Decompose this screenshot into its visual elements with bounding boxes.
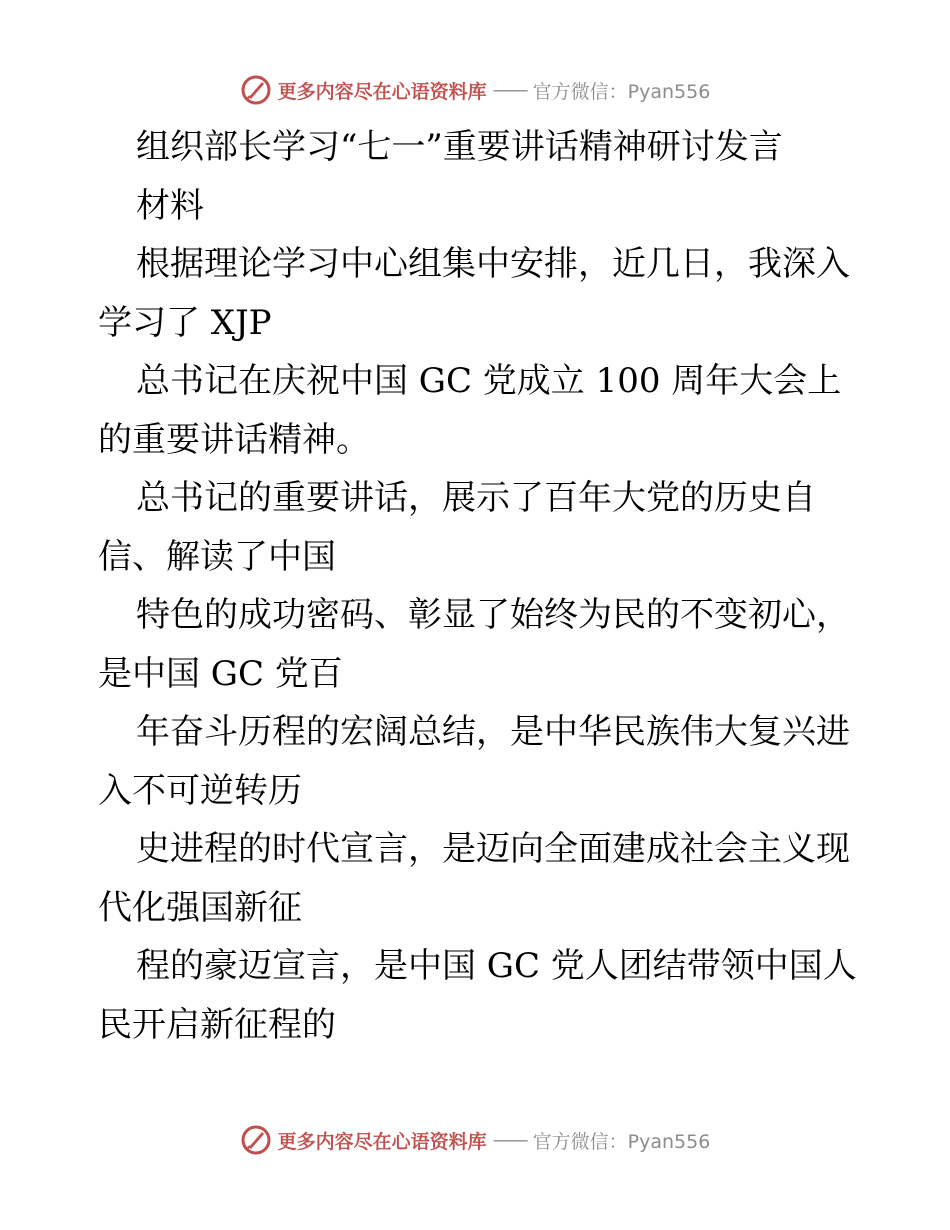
paragraph-line: 民开启新征程的: [98, 1004, 336, 1045]
document-title-line-2: 材料: [136, 185, 204, 226]
paragraph-line: 程的豪迈宣言，是中国 GC 党人团结带领中国人: [136, 946, 857, 986]
paragraph-line: 根据理论学习中心组集中安排，近几日，我深入: [136, 244, 850, 284]
paragraph-line: 是中国 GC 党百: [98, 653, 343, 694]
quill-logo-icon: [240, 74, 272, 106]
paragraph-line: 代化强国新征: [98, 887, 302, 928]
watermark-dash: ——: [492, 79, 527, 101]
watermark-wechat-text: 官方微信：Pyan556: [532, 80, 711, 103]
paragraph-line: 年奋斗历程的宏阔总结，是中华民族伟大复兴进: [136, 712, 850, 752]
paragraph-line: 特色的成功密码、彰显了始终为民的不变初心，: [136, 595, 850, 635]
header-watermark: [0, 70, 950, 110]
document-body: [0, 118, 950, 1054]
quill-logo-icon: [240, 1124, 272, 1156]
document-title-line-1: 组织部长学习“七一”重要讲话精神研讨发言: [136, 127, 783, 167]
watermark-wechat-text: 官方微信：Pyan556: [532, 1130, 711, 1153]
paragraph-line: 入不可逆转历: [98, 770, 302, 811]
watermark-dash: ——: [492, 1129, 527, 1151]
paragraph-line: 总书记的重要讲话，展示了百年大党的历史自: [136, 478, 816, 518]
paragraph-line: 史进程的时代宣言，是迈向全面建成社会主义现: [136, 829, 850, 869]
paragraph-line: 信、解读了中国: [98, 536, 336, 577]
watermark-site-text: 更多内容尽在心语资料库: [277, 1130, 487, 1153]
paragraph-line: 学习了 XJP: [98, 302, 272, 343]
paragraph-line: 总书记在庆祝中国 GC 党成立 100 周年大会上: [136, 361, 842, 401]
watermark-site-text: 更多内容尽在心语资料库: [277, 80, 487, 103]
footer-watermark: [0, 1120, 950, 1160]
paragraph-line: 的重要讲话精神。: [98, 419, 370, 460]
